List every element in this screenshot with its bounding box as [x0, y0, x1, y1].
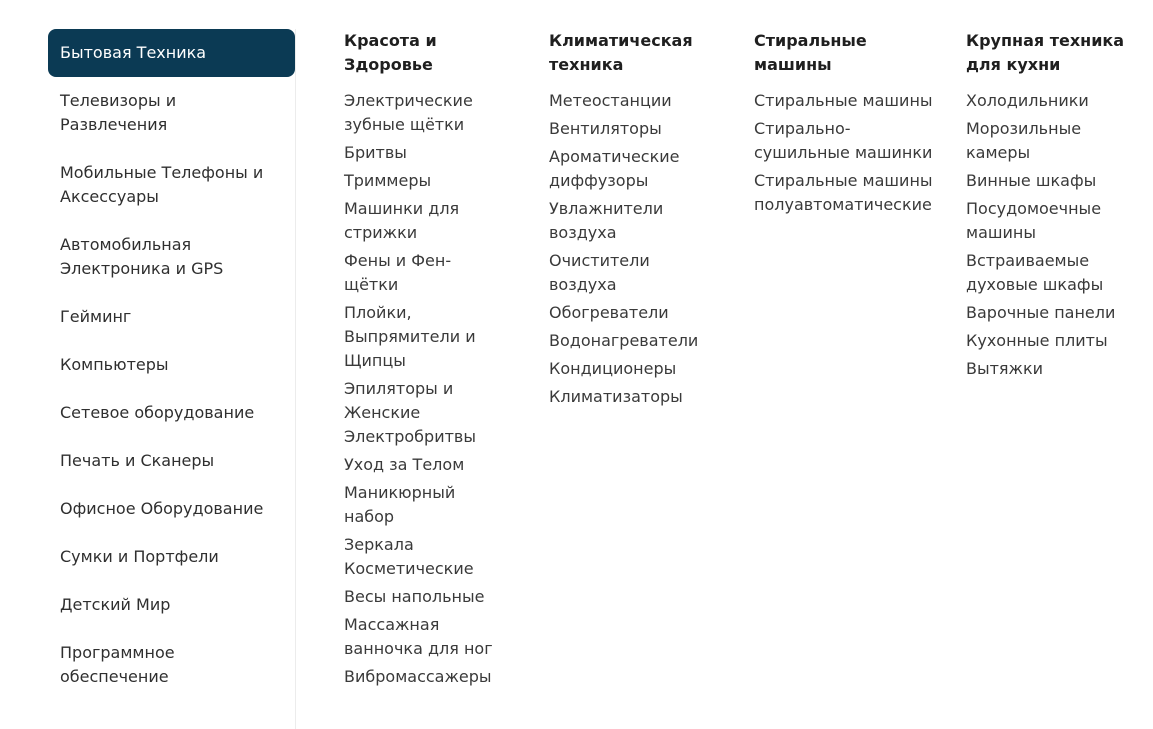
category-link[interactable]: Встраиваемые духовые шкафы [966, 251, 1104, 294]
column-washing-machines [754, 29, 934, 221]
category-link[interactable]: Метеостанции [549, 91, 672, 110]
column-title[interactable]: Крупная техника для кухни [966, 31, 1125, 74]
category-link[interactable]: Вибромассажеры [344, 667, 492, 686]
sidebar-item-software[interactable]: Программное обеспечение [60, 643, 175, 686]
category-link[interactable]: Триммеры [344, 171, 432, 190]
column-title[interactable]: Красота и Здоровье [344, 31, 437, 74]
sidebar-item-computers[interactable]: Компьютеры [60, 355, 169, 374]
category-sidebar [48, 29, 296, 729]
column-climate [549, 29, 699, 413]
column-kitchen-appliances [966, 29, 1126, 385]
category-link[interactable]: Климатизаторы [549, 387, 683, 406]
column-links [549, 89, 699, 409]
category-link[interactable]: Увлажнители воздуха [549, 199, 664, 242]
category-link[interactable]: Посудомоечные машины [966, 199, 1102, 242]
category-link[interactable]: Ароматические диффузоры [549, 147, 680, 190]
category-link[interactable]: Очистители воздуха [549, 251, 650, 294]
category-link[interactable]: Фены и Фен-щётки [344, 251, 452, 294]
sidebar-item-kids[interactable]: Детский Мир [60, 595, 171, 614]
sidebar-item-networking[interactable]: Сетевое оборудование [60, 403, 255, 422]
category-link[interactable]: Весы напольные [344, 587, 485, 606]
category-link[interactable]: Вентиляторы [549, 119, 662, 138]
category-link[interactable]: Кухонные плиты [966, 331, 1108, 350]
sidebar-item-tv-entertainment[interactable]: Телевизоры и Развлечения [60, 91, 177, 134]
category-link[interactable]: Кондиционеры [549, 359, 677, 378]
category-link[interactable]: Вытяжки [966, 359, 1044, 378]
category-link[interactable]: Варочные панели [966, 303, 1116, 322]
sidebar-item-mobile-phones[interactable]: Мобильные Телефоны и Аксессуары [60, 163, 264, 206]
sidebar-item-home-appliances[interactable]: Бытовая Техника [48, 29, 295, 77]
sidebar-item-bags[interactable]: Сумки и Портфели [60, 547, 219, 566]
column-beauty-health [344, 29, 504, 693]
column-links [344, 89, 504, 689]
category-link[interactable]: Бритвы [344, 143, 407, 162]
category-link[interactable]: Холодильники [966, 91, 1089, 110]
category-link[interactable]: Стиральные машины полуавтоматические [754, 171, 933, 214]
column-title[interactable]: Климатическая техника [549, 31, 693, 74]
category-link[interactable]: Уход за Телом [344, 455, 465, 474]
sidebar-item-office[interactable]: Офисное Оборудование [60, 499, 264, 518]
category-link[interactable]: Плойки, Выпрямители и Щипцы [344, 303, 476, 370]
category-link[interactable]: Морозильные камеры [966, 119, 1082, 162]
category-link[interactable]: Эпиляторы и Женские Электробритвы [344, 379, 476, 446]
sidebar-item-printing[interactable]: Печать и Сканеры [60, 451, 215, 470]
column-links [966, 89, 1126, 381]
category-link[interactable]: Стиральные машины [754, 91, 933, 110]
category-link[interactable]: Водонагреватели [549, 331, 699, 350]
sidebar-item-car-electronics[interactable]: Автомобильная Электроника и GPS [60, 235, 224, 278]
column-links [754, 89, 934, 217]
category-link[interactable]: Электрические зубные щётки [344, 91, 473, 134]
category-link[interactable]: Винные шкафы [966, 171, 1097, 190]
sidebar-item-gaming[interactable]: Гейминг [60, 307, 132, 326]
category-link[interactable]: Маникюрный набор [344, 483, 456, 526]
column-title[interactable]: Стиральные машины [754, 31, 867, 74]
category-link[interactable]: Массажная ванночка для ног [344, 615, 493, 658]
category-link[interactable]: Стирально-сушильные машинки [754, 119, 933, 162]
category-link[interactable]: Машинки для стрижки [344, 199, 460, 242]
category-link[interactable]: Обогреватели [549, 303, 669, 322]
category-link[interactable]: Зеркала Косметические [344, 535, 474, 578]
